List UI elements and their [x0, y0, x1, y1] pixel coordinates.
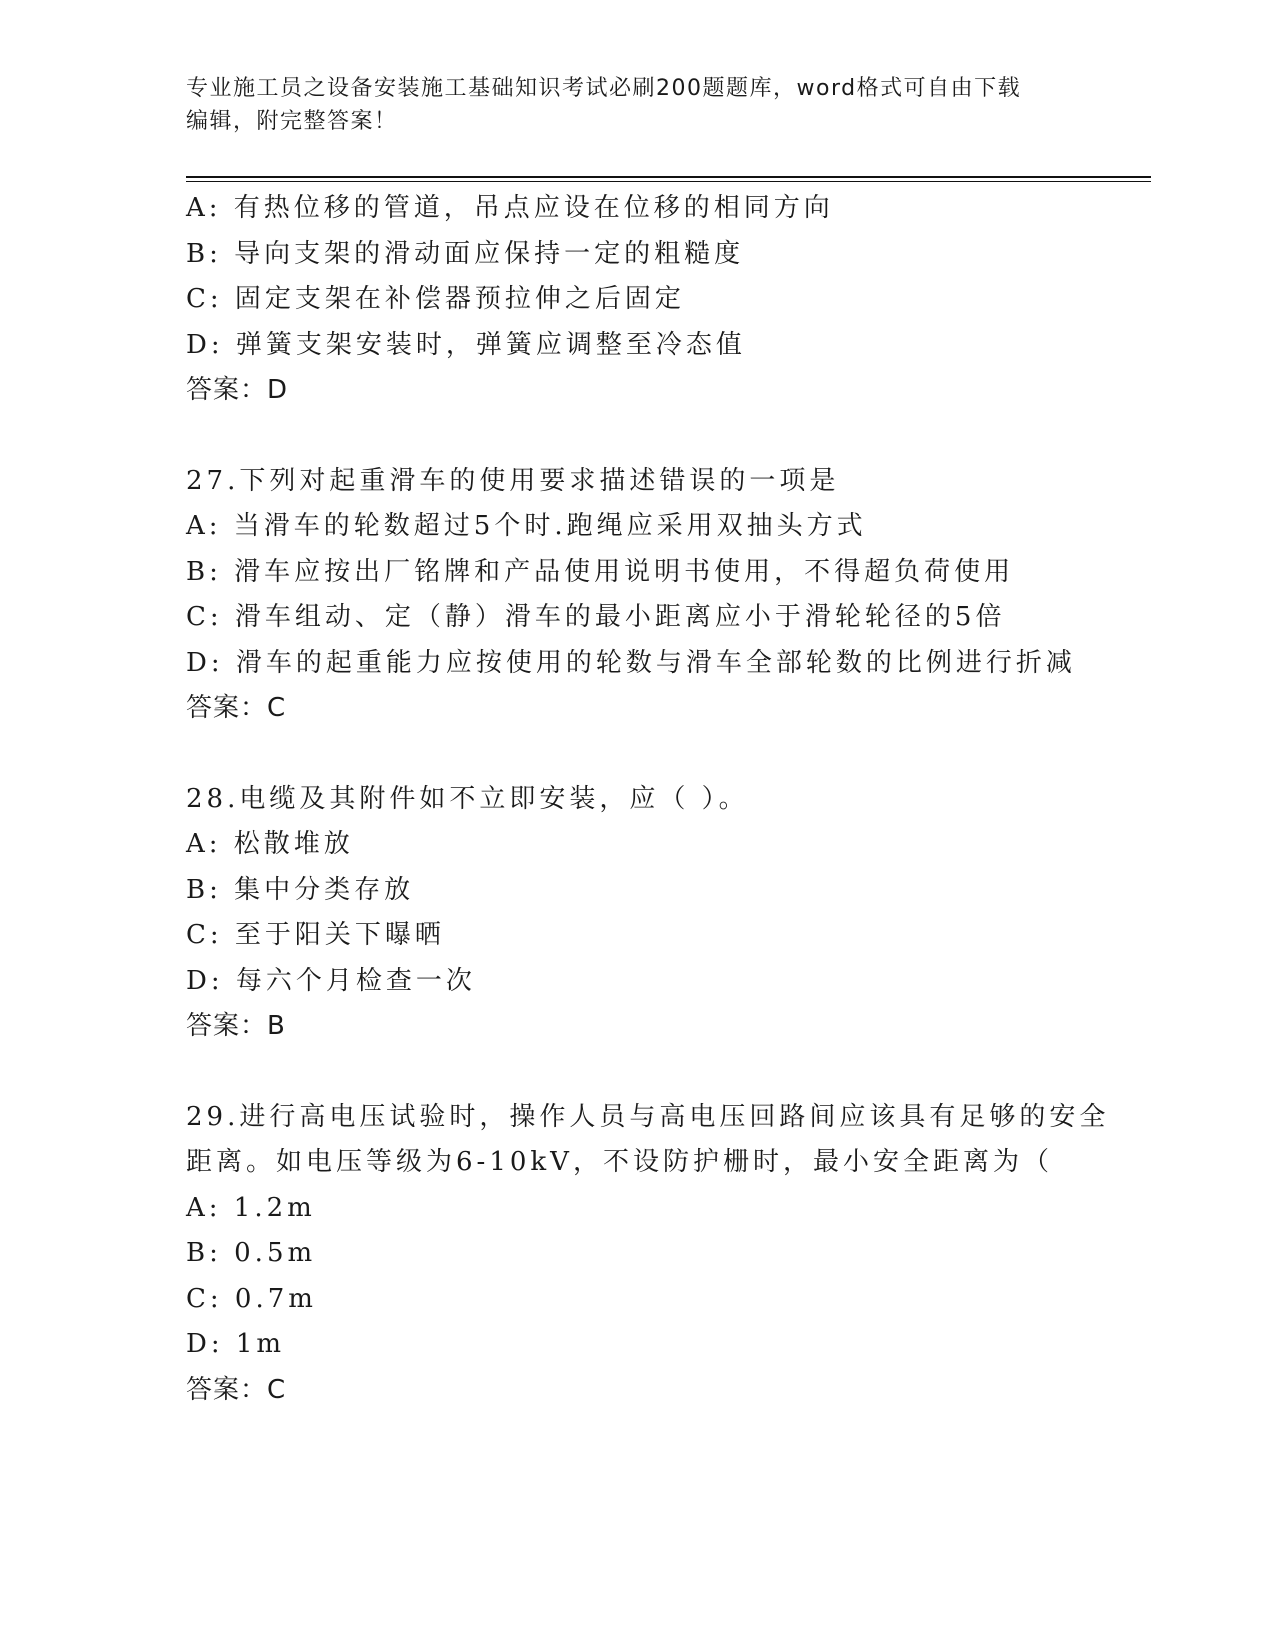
question-title-line-2: 距离。如电压等级为6-10kV，不设防护栅时，最小安全距离为（: [186, 1147, 1053, 1177]
option-d: D: 弹簧支架安装时，弹簧应调整至冷态值: [186, 329, 746, 360]
document-header: [186, 72, 1086, 138]
question-title-line-1: 29.进行高电压试验时，操作人员与高电压回路间应该具有足够的安全: [186, 1101, 1110, 1132]
option-c: C: 固定支架在补偿器预拉伸之后固定: [186, 284, 685, 314]
answer: 答案：D: [186, 375, 289, 405]
option-a: A: 有热位移的管道，吊点应设在位移的相同方向: [186, 193, 834, 223]
question-28: [186, 777, 1091, 1050]
header-rule-thick: [186, 176, 1151, 178]
option-b: B: 导向支架的滑动面应保持一定的粗糙度: [186, 238, 745, 269]
spacer: [186, 414, 1091, 459]
question-29: [186, 1095, 1110, 1414]
spacer: [186, 1050, 1091, 1095]
option-c: C: 至于阳关下曝晒: [186, 920, 445, 950]
option-a: A: 松散堆放: [186, 829, 354, 859]
answer: 答案：B: [186, 1011, 286, 1041]
question-26: [186, 186, 1091, 414]
option-d: D: 滑车的起重能力应按使用的轮数与滑车全部轮数的比例进行折减: [186, 647, 1076, 678]
option-d: D: 1m: [186, 1329, 286, 1359]
spacer: [186, 732, 1091, 777]
answer: 答案：C: [186, 1374, 287, 1405]
header-line-1: 专业施工员之设备安装施工基础知识考试必刷200题题库，word格式可自由下载: [186, 76, 1022, 101]
option-c: C: 0.7m: [186, 1283, 317, 1314]
option-a: A: 1.2m: [186, 1192, 316, 1223]
header-rule-thin: [186, 181, 1151, 182]
question-title: 28.电缆及其附件如不立即安装，应（ ）。: [186, 783, 749, 814]
option-b: B: 集中分类存放: [186, 874, 415, 905]
option-b: B: 0.5m: [186, 1238, 317, 1268]
option-d: D: 每六个月检查一次: [186, 965, 476, 996]
answer: 答案：C: [186, 693, 287, 723]
question-list: [186, 186, 1110, 1413]
option-b: B: 滑车应按出厂铭牌和产品使用说明书使用，不得超负荷使用: [186, 556, 1015, 587]
question-title: 27.下列对起重滑车的使用要求描述错误的一项是: [186, 465, 840, 496]
option-c: C: 滑车组动、定（静）滑车的最小距离应小于滑轮轮径的5倍: [186, 602, 1006, 632]
option-a: A: 当滑车的轮数超过5个时.跑绳应采用双抽头方式: [186, 511, 867, 541]
question-27: [186, 459, 1091, 732]
header-line-2: 编辑，附完整答案！: [186, 109, 398, 134]
